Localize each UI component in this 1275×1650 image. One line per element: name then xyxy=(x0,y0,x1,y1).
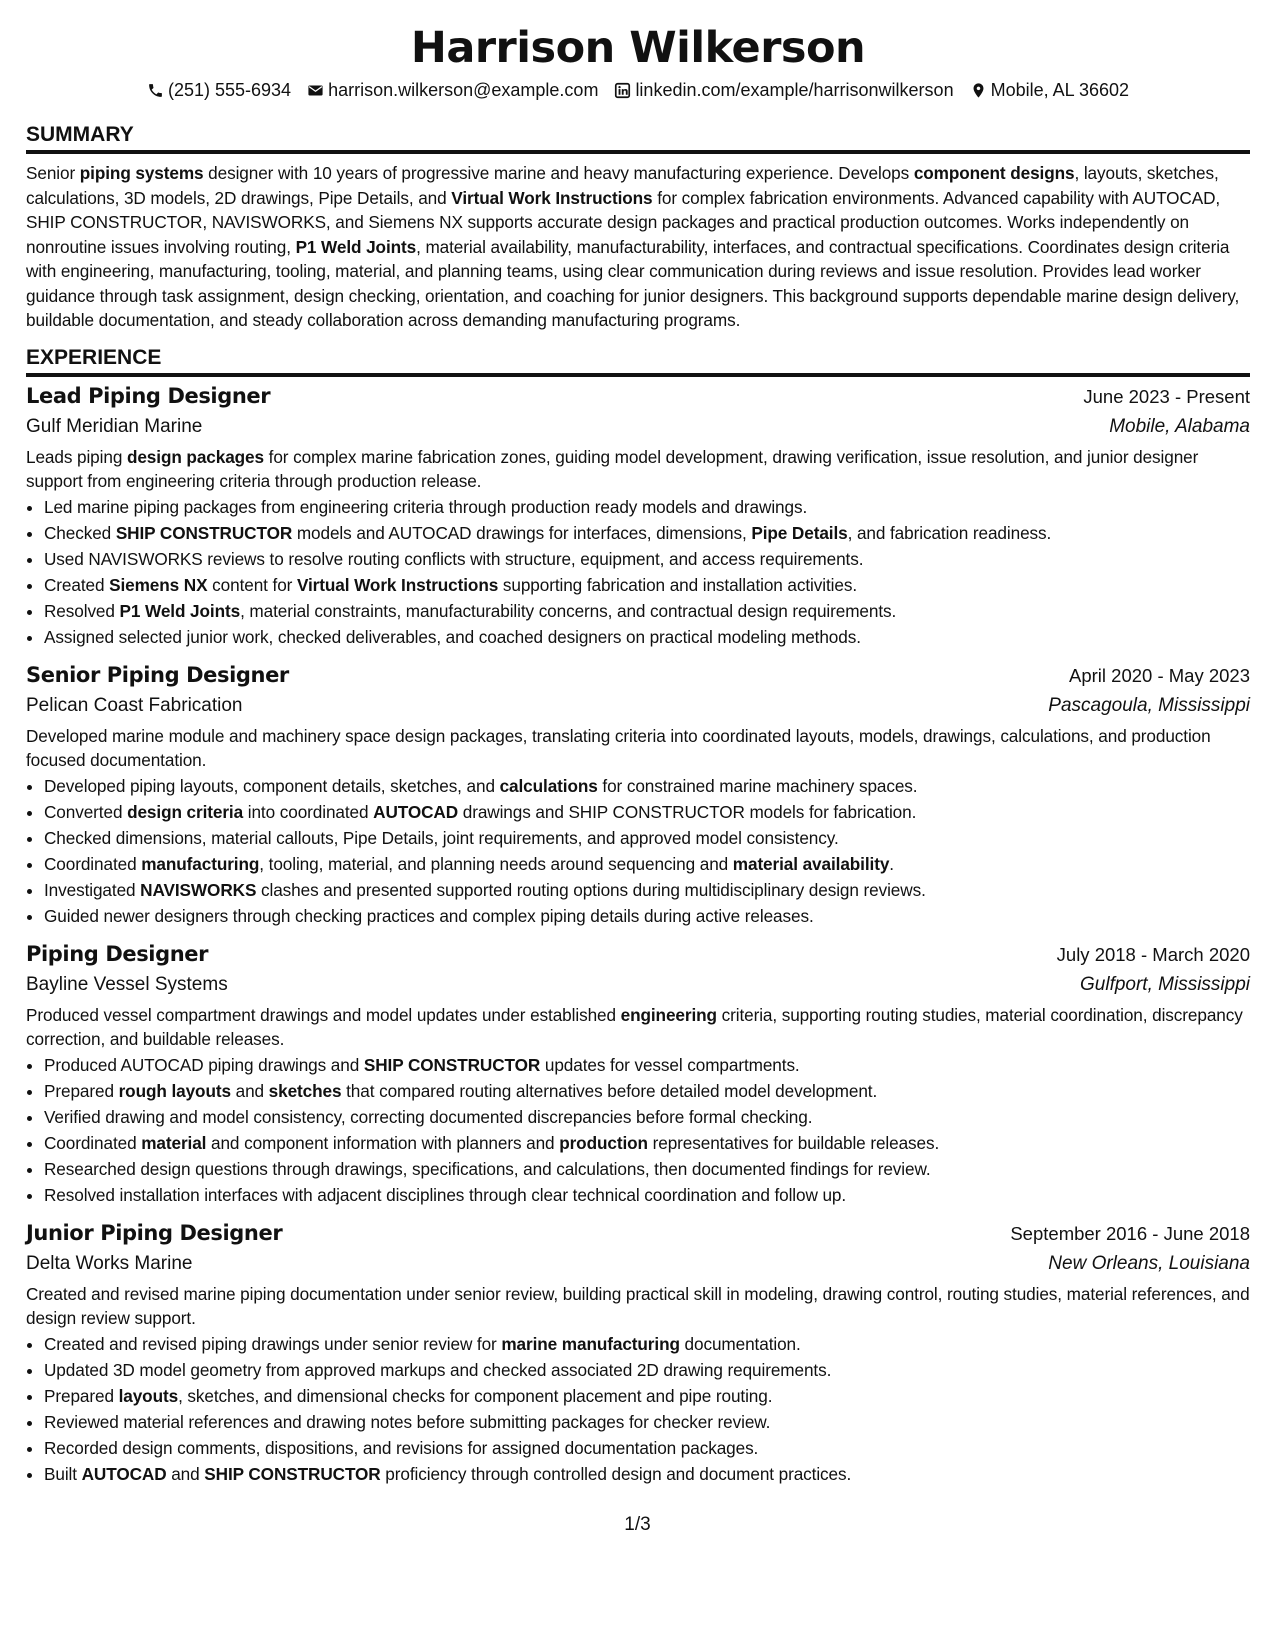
text-run: for complex marine fabrication zones, guiding model development, drawing verification, issue resolution, and junior designer support from engineering criteria through production release. xyxy=(26,446,1199,491)
bold-text: piping systems xyxy=(79,163,204,183)
bold-text: production xyxy=(559,1132,648,1153)
contact-linkedin[interactable] xyxy=(614,78,953,102)
linkedin-icon xyxy=(614,82,631,99)
text-run: and component information with planners and xyxy=(206,1132,560,1153)
bold-text: AUTOCAD xyxy=(81,1463,167,1484)
bullet-item xyxy=(44,494,1250,520)
contact-linkedin-text: linkedin.com/example/harrisonwilkerson xyxy=(635,80,954,100)
contact-email-text: harrison.wilkerson@example.com xyxy=(328,80,599,100)
bold-text: Pipe Details xyxy=(751,522,848,543)
job-location: Pascagoula, Mississippi xyxy=(1048,694,1250,716)
text-run: Produced vessel compartment drawings and model updates under established xyxy=(26,1004,621,1025)
text-run: , sketches, and dimensional checks for component placement and pipe routing. xyxy=(178,1385,773,1406)
contact-phone xyxy=(147,78,291,102)
bullet-item xyxy=(44,1409,1250,1435)
bold-text: AUTOCAD xyxy=(373,801,459,822)
summary-heading: SUMMARY xyxy=(26,122,1250,154)
contact-email[interactable] xyxy=(307,78,598,102)
bullet-item xyxy=(44,546,1250,572)
bold-text: material availability xyxy=(732,853,890,874)
text-run: Reviewed material references and drawing notes before submitting packages for checker review. xyxy=(44,1411,771,1432)
page-number: 1/3 xyxy=(624,1514,651,1535)
job-entry xyxy=(26,939,1250,1208)
envelope-icon xyxy=(307,82,324,99)
bold-text: Virtual Work Instructions xyxy=(296,574,499,595)
text-run: , tooling, material, and planning needs around sequencing and xyxy=(259,853,733,874)
job-title: Senior Piping Designer xyxy=(26,662,289,687)
job-location: Gulfport, Mississippi xyxy=(1080,973,1250,995)
bold-text: design packages xyxy=(126,446,264,467)
job-entry xyxy=(26,660,1250,929)
bold-text: rough layouts xyxy=(118,1080,231,1101)
bold-text: SHIP CONSTRUCTOR xyxy=(363,1054,541,1075)
contact-phone-text: (251) 555-6934 xyxy=(167,80,292,100)
experience-heading: EXPERIENCE xyxy=(26,345,1250,377)
bullet-item xyxy=(44,903,1250,929)
text-run: Updated 3D model geometry from approved markups and checked associated 2D drawing requirements. xyxy=(44,1359,832,1380)
candidate-name: Harrison Wilkerson xyxy=(410,23,866,73)
job-bullets xyxy=(26,1331,1250,1487)
bold-text: marine manufacturing xyxy=(501,1333,680,1354)
text-run: , material availability, manufacturability, interfaces, and contractual specifications. Coordinates design criteria with engineering, manufacturing, tooling, material, and planning teams, using clear communication during reviews and issue resolution. Provides lead worker guidance through task assignment, design checking, orientation, and coaching for junior designers. This background supports dependable marine design delivery, buildable documentation, and steady collaboration across demanding manufacturing programs. xyxy=(26,236,1240,330)
bullet-item xyxy=(44,1461,1250,1487)
job-entry xyxy=(26,1218,1250,1487)
job-bullets xyxy=(26,773,1250,929)
summary-text xyxy=(26,161,1250,333)
text-run: criteria, supporting routing studies, material coordination, discrepancy correction, and buildable releases. xyxy=(26,1004,1243,1049)
text-run: Senior xyxy=(26,163,80,183)
job-company: Delta Works Marine xyxy=(26,1252,193,1274)
text-run: into coordinated xyxy=(243,801,374,822)
bold-text: NAVISWORKS xyxy=(140,879,257,900)
text-run: Led marine piping packages from engineering criteria through production ready models and drawings. xyxy=(44,496,808,517)
text-run: Leads piping xyxy=(26,446,127,467)
bullet-item xyxy=(44,1383,1250,1409)
text-run: clashes and presented supported routing options during multidisciplinary design reviews. xyxy=(256,879,926,900)
bold-text: Siemens NX xyxy=(109,574,208,595)
text-run: Produced AUTOCAD piping drawings and xyxy=(44,1054,364,1075)
text-run: Recorded design comments, dispositions, and revisions for assigned documentation packages. xyxy=(44,1437,759,1458)
text-run: Coordinated xyxy=(44,853,142,874)
job-title: Junior Piping Designer xyxy=(26,1220,283,1245)
bullet-item xyxy=(44,1357,1250,1383)
text-run: and xyxy=(230,1080,269,1101)
bold-text: Virtual Work Instructions xyxy=(451,187,653,208)
text-run: Used NAVISWORKS reviews to resolve routing conflicts with structure, equipment, and access requirements. xyxy=(44,548,864,569)
text-run: for constrained marine machinery spaces. xyxy=(597,775,918,796)
bullet-item xyxy=(44,1130,1250,1156)
contact-location-text: Mobile, AL 36602 xyxy=(990,80,1130,100)
text-run: . xyxy=(889,853,894,874)
job-bullets xyxy=(26,1052,1250,1208)
job-company: Gulf Meridian Marine xyxy=(26,415,203,437)
job-dates: September 2016 - June 2018 xyxy=(1010,1222,1250,1244)
bullet-item xyxy=(44,1331,1250,1357)
bold-text: calculations xyxy=(499,775,598,796)
job-dates: June 2023 - Present xyxy=(1083,385,1250,407)
job-company: Pelican Coast Fabrication xyxy=(26,694,243,716)
text-run: Created and revised marine piping documentation under senior review, building practical skill in modeling, drawing control, routing studies, material references, and design review support. xyxy=(26,1283,1250,1328)
bold-text: design criteria xyxy=(127,801,244,822)
text-run: Developed piping layouts, component details, sketches, and xyxy=(44,775,500,796)
text-run: Assigned selected junior work, checked deliverables, and coached designers on practical modeling methods. xyxy=(44,626,861,647)
bullet-item xyxy=(44,572,1250,598)
text-run: for complex fabrication environments. Advanced capability with AUTOCAD, SHIP CONSTRUCTOR, NAVISWORKS, and Siemens NX supports accurate design packages and practical production outcomes. Works independently on nonroutine issues involving routing, xyxy=(26,187,1221,257)
job-entry xyxy=(26,381,1250,650)
job-description xyxy=(26,1003,1250,1051)
text-run: Developed marine module and machinery space design packages, translating criteria into coordinated layouts, models, drawings, calculations, and production focused documentation. xyxy=(26,725,1211,770)
text-run: Resolved xyxy=(44,600,120,621)
text-run: Resolved installation interfaces with adjacent disciplines through clear technical coordination and follow up. xyxy=(44,1184,847,1205)
text-run: Converted xyxy=(44,801,128,822)
text-run: content for xyxy=(207,574,297,595)
bold-text: P1 Weld Joints xyxy=(119,600,241,621)
text-run: , material constraints, manufacturability concerns, and contractual design requirements. xyxy=(240,600,897,621)
text-run: Investigated xyxy=(44,879,141,900)
bold-text: layouts xyxy=(118,1385,179,1406)
bold-text: material xyxy=(141,1132,207,1153)
job-company: Bayline Vessel Systems xyxy=(26,973,228,995)
job-title: Lead Piping Designer xyxy=(26,383,271,408)
text-run: Created and revised piping drawings under senior review for xyxy=(44,1333,502,1354)
bullet-item xyxy=(44,773,1250,799)
text-run: Guided newer designers through checking practices and complex piping details during active releases. xyxy=(44,905,814,926)
job-location: New Orleans, Louisiana xyxy=(1048,1252,1250,1274)
text-run: Created xyxy=(44,574,110,595)
bullet-item xyxy=(44,624,1250,650)
text-run: Checked xyxy=(44,522,116,543)
resume-page xyxy=(26,22,1250,1487)
bullet-item xyxy=(44,598,1250,624)
text-run: Coordinated xyxy=(44,1132,142,1153)
bullet-item xyxy=(44,877,1250,903)
bold-text: manufacturing xyxy=(141,853,260,874)
job-description xyxy=(26,445,1250,493)
text-run: and xyxy=(166,1463,205,1484)
text-run: representatives for buildable releases. xyxy=(647,1132,940,1153)
bullet-item xyxy=(44,1156,1250,1182)
bullet-item xyxy=(44,825,1250,851)
bullet-item xyxy=(44,851,1250,877)
bold-text: SHIP CONSTRUCTOR xyxy=(204,1463,381,1484)
job-bullets xyxy=(26,494,1250,650)
bullet-item xyxy=(44,1052,1250,1078)
contact-bar xyxy=(26,78,1250,102)
bullet-item xyxy=(44,1182,1250,1208)
job-title: Piping Designer xyxy=(26,941,209,966)
text-run: Prepared xyxy=(44,1385,119,1406)
bold-text: P1 Weld Joints xyxy=(295,236,417,257)
text-run: , layouts, sketches, calculations, 3D models, 2D drawings, Pipe Details, and xyxy=(26,163,1219,208)
bullet-item xyxy=(44,1435,1250,1461)
text-run: that compared routing alternatives before detailed model development. xyxy=(341,1080,878,1101)
contact-location xyxy=(970,78,1129,102)
job-location: Mobile, Alabama xyxy=(1109,415,1250,437)
job-dates: April 2020 - May 2023 xyxy=(1069,664,1250,686)
bold-text: component designs xyxy=(913,163,1075,183)
bullet-item xyxy=(44,799,1250,825)
bullet-item xyxy=(44,520,1250,546)
text-run: models and AUTOCAD drawings for interfaces, dimensions, xyxy=(292,522,752,543)
text-run: Prepared xyxy=(44,1080,119,1101)
map-marker-icon xyxy=(970,82,987,99)
text-run: , and fabrication readiness. xyxy=(847,522,1052,543)
text-run: Built xyxy=(44,1463,82,1484)
bullet-item xyxy=(44,1078,1250,1104)
text-run: supporting fabrication and installation activities. xyxy=(498,574,858,595)
bullet-item xyxy=(44,1104,1250,1130)
text-run: updates for vessel compartments. xyxy=(540,1054,800,1075)
job-description xyxy=(26,724,1250,772)
text-run: proficiency through controlled design and document practices. xyxy=(380,1463,852,1484)
bold-text: SHIP CONSTRUCTOR xyxy=(115,522,293,543)
text-run: Checked dimensions, material callouts, Pipe Details, joint requirements, and approved model consistency. xyxy=(44,827,839,848)
job-dates: July 2018 - March 2020 xyxy=(1056,943,1250,965)
bold-text: engineering xyxy=(620,1004,717,1025)
text-run: designer with 10 years of progressive marine and heavy manufacturing experience. Develops xyxy=(203,163,914,183)
phone-icon xyxy=(147,82,164,99)
text-run: drawings and SHIP CONSTRUCTOR models for fabrication. xyxy=(458,801,917,822)
bold-text: sketches xyxy=(268,1080,342,1101)
text-run: Researched design questions through drawings, specifications, and calculations, then documented findings for review. xyxy=(44,1158,931,1179)
text-run: documentation. xyxy=(679,1333,801,1354)
text-run: Verified drawing and model consistency, correcting documented discrepancies before formal checking. xyxy=(44,1106,813,1127)
job-description xyxy=(26,1282,1250,1330)
